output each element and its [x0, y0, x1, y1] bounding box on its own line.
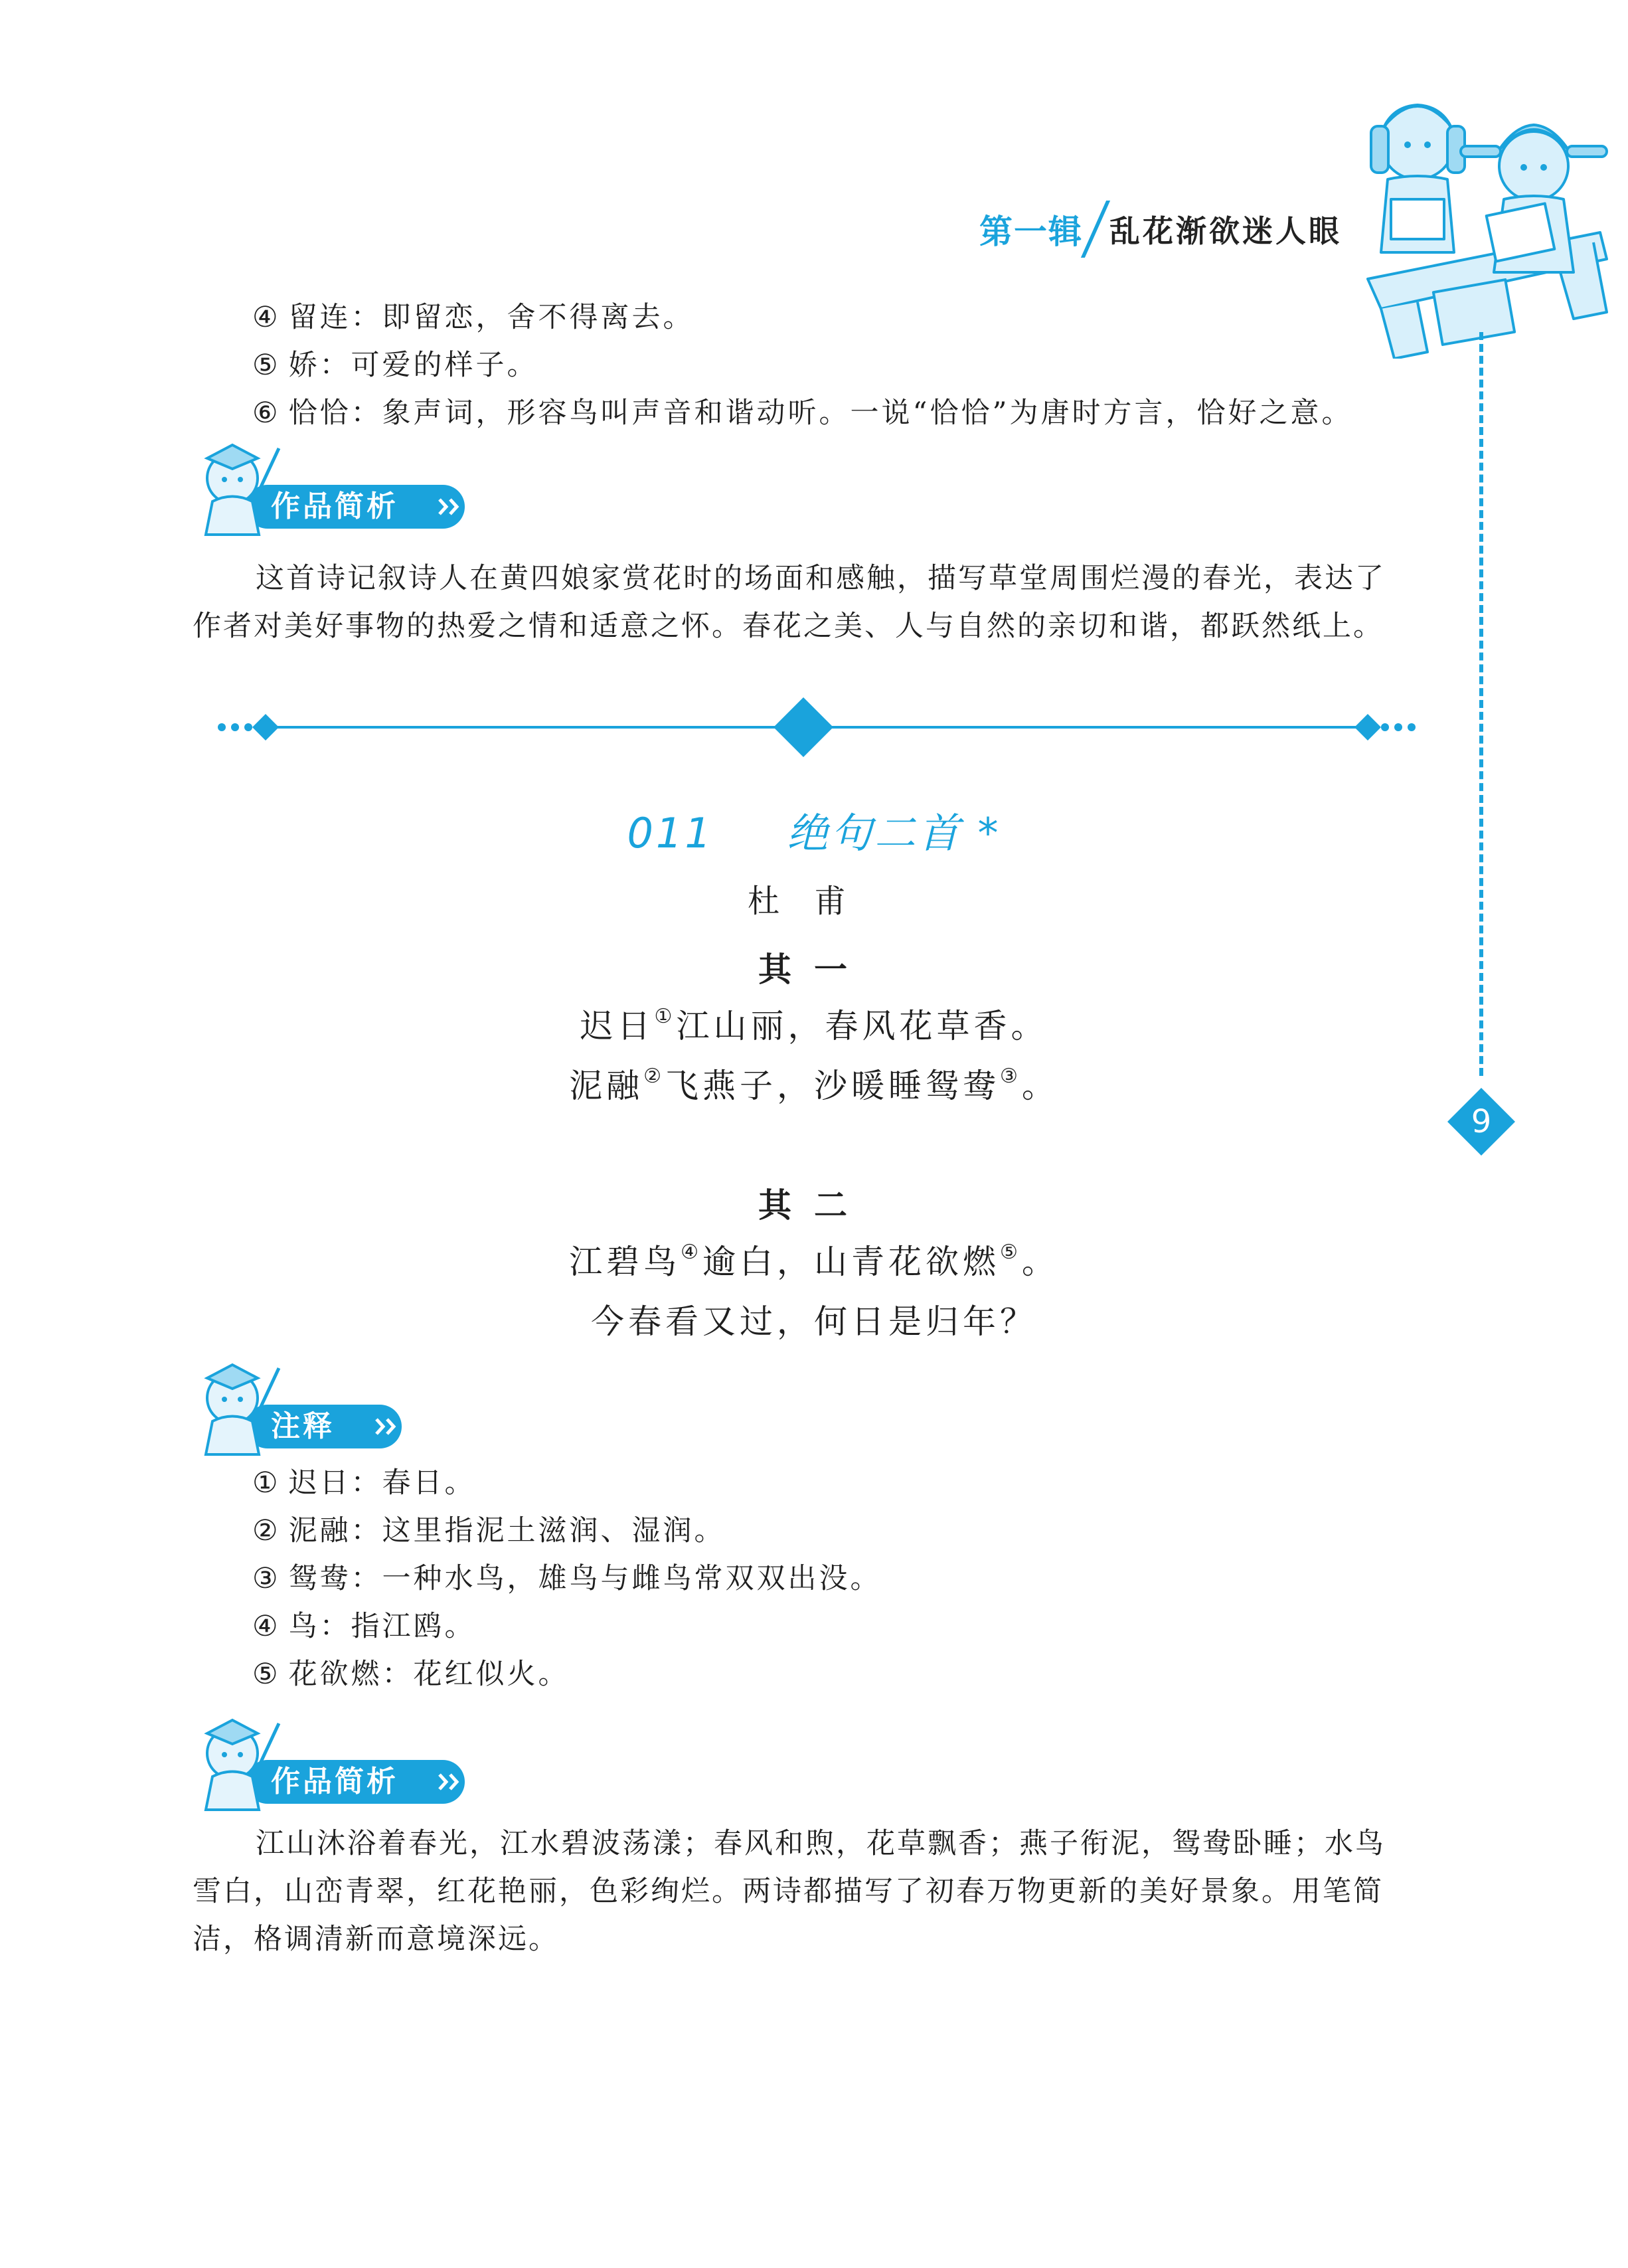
analysis-paragraph-2-line1: 江山沐浴着春光，江水碧波荡漾；春风和煦，花草飘香；燕子衔泥，鸳鸯卧睡；水鸟	[256, 1827, 1386, 1860]
poem-line: 泥融②飞燕子，沙暖睡鸳鸯③。	[569, 1065, 1059, 1105]
section-divider	[212, 684, 1421, 770]
stanza-heading-1: 其一	[758, 950, 870, 989]
section-badge-notes	[193, 1345, 485, 1458]
analysis-paragraph-2-line3: 洁，格调清新而意境深远。	[193, 1923, 559, 1956]
analysis-paragraph-1-line2: 作者对美好事物的热爱之情和适意之怀。春花之美、人与自然的亲切和谐，都跃然纸上。	[193, 610, 1384, 643]
part-title: 乱花渐欲迷人眼	[1109, 213, 1342, 249]
note-item: ② 泥融：这里指泥土滋润、湿润。	[252, 1514, 726, 1547]
page-number: 9	[1471, 1103, 1492, 1140]
header-slash	[1081, 201, 1110, 258]
poem-line: 江碧鸟④逾白，山青花欲燃⑤。	[569, 1241, 1059, 1281]
reading-children-illustration	[1354, 80, 1620, 359]
badge-label: 作品简析	[271, 1765, 398, 1798]
note-item: ④ 留连：即留恋，舍不得离去。	[252, 301, 694, 334]
analysis-paragraph-1-line1: 这首诗记叙诗人在黄四娘家赏花时的场面和感触，描写草堂周围烂漫的春光，表达了	[256, 562, 1386, 595]
note-item: ③ 鸳鸯：一种水鸟，雄鸟与雌鸟常双双出没。	[252, 1562, 882, 1595]
note-item: ⑤ 花欲燃：花红似火。	[252, 1658, 570, 1691]
note-item: ⑥ 恰恰：象声词，形容鸟叫声音和谐动听。一说“恰恰”为唐时方言，恰好之意。	[252, 396, 1353, 430]
note-item: ④ 鸟：指江鸥。	[252, 1610, 476, 1643]
section-badge-analysis	[193, 1700, 485, 1813]
note-item: ⑤ 娇：可爱的样子。	[252, 349, 538, 382]
analysis-paragraph-2-line2: 雪白，山峦青翠，红花艳丽，色彩绚烂。两诗都描写了初春万物更新的美好景象。用笔简	[193, 1875, 1384, 1908]
volume-label: 第一辑	[979, 213, 1083, 251]
poem-line: 今春看又过，何日是归年？	[591, 1302, 1037, 1341]
poem-line: 迟日①江山丽，春风花草香。	[580, 1005, 1048, 1045]
badge-label: 作品简析	[271, 489, 398, 523]
note-item: ① 迟日：春日。	[252, 1466, 476, 1500]
section-badge-analysis	[193, 425, 485, 538]
poem-title-text: 绝句二首 *	[786, 809, 1001, 857]
badge-label: 注释	[271, 1409, 335, 1443]
poem-author: 杜甫	[747, 883, 880, 920]
running-header	[979, 199, 1342, 259]
stanza-heading-2: 其二	[758, 1186, 870, 1225]
poem-number: 011	[627, 809, 714, 857]
poem-title	[0, 800, 1628, 859]
